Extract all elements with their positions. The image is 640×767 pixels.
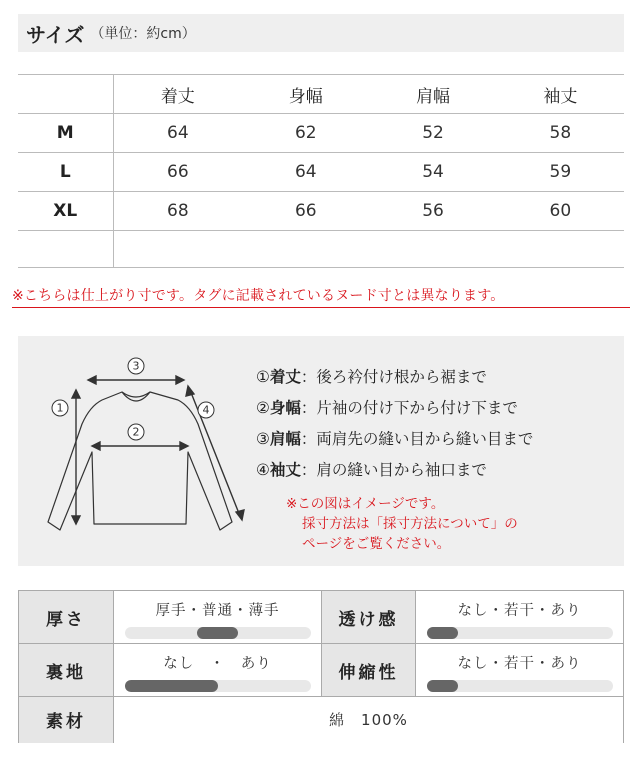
size-table-header-row [18, 75, 624, 114]
size-value: 68 [113, 192, 242, 231]
thickness-bar-fill [197, 627, 238, 639]
marker-1-label: 1 [56, 401, 64, 415]
lining-value [114, 644, 322, 697]
sheerness-value [416, 591, 624, 644]
lining-bar-fill [125, 680, 218, 692]
thickness-options: 厚手・普通・薄手 [155, 603, 280, 619]
shirt-diagram [30, 354, 250, 554]
marker-2-label: 2 [132, 425, 140, 439]
material-label: 素材 [19, 697, 114, 743]
size-unit: （単位：約cm） [90, 26, 196, 42]
marker-4-label: 4 [202, 403, 210, 417]
lining-options: なし ・ あり [163, 656, 272, 672]
lining-label: 裏地 [19, 644, 114, 697]
sheerness-bar-fill [427, 627, 459, 639]
lining-bar [125, 680, 311, 692]
measurement-legend [256, 362, 533, 486]
table-row [18, 153, 624, 192]
column-header: 袖丈 [497, 75, 624, 114]
column-header: 着丈 [113, 75, 242, 114]
table-row [18, 114, 624, 153]
stretch-value [416, 644, 624, 697]
finished-size-note: ※こちらは仕上がり寸です。タグに記載されているヌード寸とは異なります。 [12, 285, 630, 308]
size-value: 58 [497, 114, 624, 153]
stretch-label: 伸縮性 [322, 644, 416, 697]
empty-cell [497, 231, 624, 268]
size-value: 64 [242, 153, 369, 192]
thickness-value [114, 591, 322, 644]
thickness-bar [125, 627, 311, 639]
stretch-bar [427, 680, 613, 692]
size-label: XL [18, 192, 113, 231]
material-value-cell [114, 697, 624, 743]
stretch-bar-fill [427, 680, 459, 692]
table-row [19, 697, 624, 743]
attributes-table [18, 590, 624, 743]
size-table-corner [18, 75, 113, 114]
legend-item-body-width: ②身幅：片袖の付け下から付け下まで [256, 399, 518, 417]
size-table [18, 74, 624, 268]
material-value: 綿 100% [329, 711, 408, 730]
size-value: 54 [369, 153, 496, 192]
empty-cell [242, 231, 369, 268]
size-value: 64 [113, 114, 242, 153]
sheerness-options: なし・若干・あり [457, 603, 582, 619]
size-value: 66 [242, 192, 369, 231]
column-header: 身幅 [242, 75, 369, 114]
table-row [19, 591, 624, 644]
thickness-label: 厚さ [19, 591, 114, 644]
table-row [19, 644, 624, 697]
size-value: 60 [497, 192, 624, 231]
empty-cell [18, 231, 113, 268]
legend-item-sleeve-length: ④袖丈：肩の縫い目から袖口まで [256, 461, 487, 479]
empty-cell [113, 231, 242, 268]
size-label: M [18, 114, 113, 153]
sheerness-label: 透け感 [322, 591, 416, 644]
legend-item-length: ①着丈：後ろ衿付け根から裾まで [256, 368, 487, 386]
table-row [18, 192, 624, 231]
diagram-note: ※この図はイメージです。 採寸方法は「採寸方法について」の ページをご覧ください。 [286, 496, 518, 552]
size-value: 62 [242, 114, 369, 153]
size-value: 56 [369, 192, 496, 231]
size-label: L [18, 153, 113, 192]
size-section-header [18, 14, 624, 52]
column-header: 肩幅 [369, 75, 496, 114]
empty-cell [369, 231, 496, 268]
stretch-options: なし・若干・あり [457, 656, 582, 672]
size-value: 66 [113, 153, 242, 192]
marker-3-label: 3 [132, 359, 140, 373]
measurement-diagram-panel [18, 336, 624, 566]
sheerness-bar [427, 627, 613, 639]
legend-item-shoulder-width: ③肩幅：両肩先の縫い目から縫い目まで [256, 430, 534, 448]
size-value: 52 [369, 114, 496, 153]
table-row-empty [18, 231, 624, 268]
size-title: サイズ [26, 22, 85, 47]
size-value: 59 [497, 153, 624, 192]
